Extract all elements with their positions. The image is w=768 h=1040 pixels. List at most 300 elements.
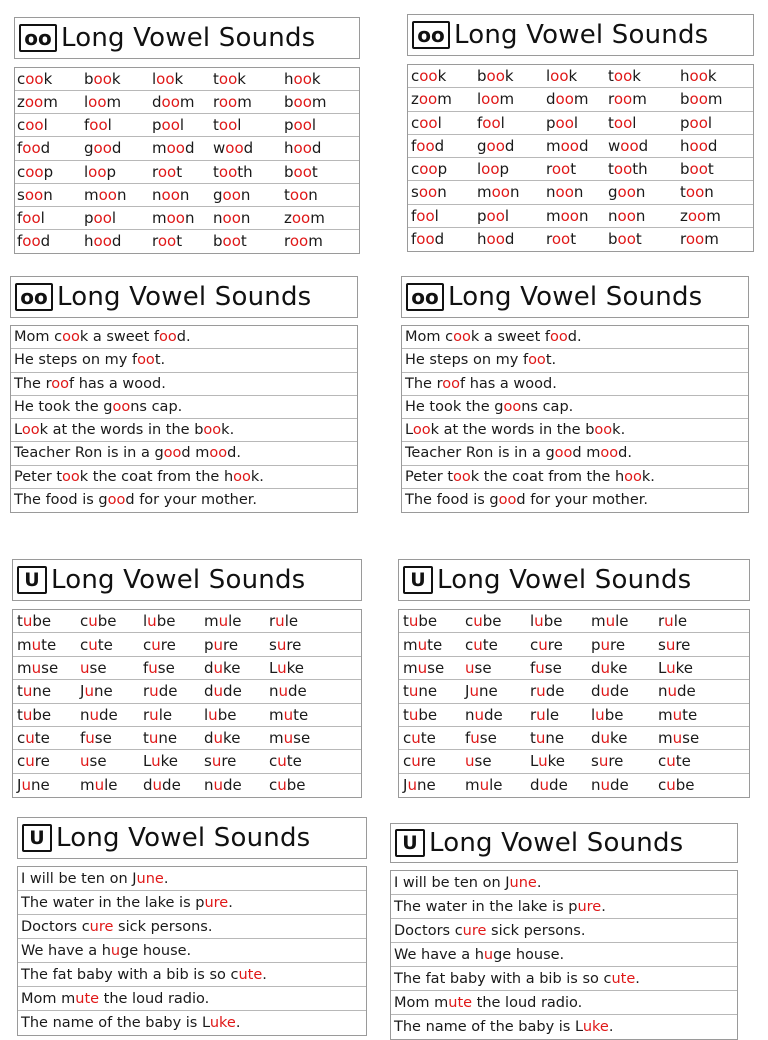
word-part: s bbox=[269, 635, 277, 654]
word-cell bbox=[80, 659, 107, 677]
vowel-highlight: u bbox=[213, 635, 224, 654]
word-part: se bbox=[427, 658, 445, 677]
word-cell bbox=[530, 729, 564, 747]
word-part: te bbox=[420, 729, 436, 748]
vowel-highlight: u bbox=[600, 776, 611, 795]
word-part: p bbox=[499, 160, 510, 179]
vowel-highlight: ure bbox=[577, 898, 602, 915]
vowel-highlight: u bbox=[408, 612, 419, 631]
card-title: Long Vowel Sounds bbox=[448, 282, 703, 312]
vowel-highlight: u bbox=[470, 729, 480, 748]
word-part: w bbox=[213, 139, 226, 158]
vowel-highlight: u bbox=[85, 729, 95, 748]
vowel-highlight: oo bbox=[594, 422, 613, 439]
word-part: p bbox=[477, 206, 487, 225]
sentence-list bbox=[390, 870, 738, 1040]
word-cell bbox=[84, 232, 121, 250]
vowel-highlight: ute bbox=[448, 994, 473, 1011]
sentence-part: Peter t bbox=[405, 468, 454, 485]
word-cell bbox=[17, 139, 50, 157]
word-part: te bbox=[293, 705, 309, 724]
word-part: m bbox=[310, 208, 325, 227]
word-cell bbox=[477, 183, 520, 201]
word-part: m bbox=[706, 206, 721, 225]
vowel-highlight: oo bbox=[222, 208, 241, 227]
word-part: g bbox=[84, 139, 94, 158]
vowel-highlight: oo bbox=[161, 185, 180, 204]
word-cell bbox=[658, 776, 695, 794]
word-part: t bbox=[213, 70, 219, 89]
vowel-highlight: oo bbox=[22, 232, 41, 251]
sentence-text bbox=[391, 995, 582, 1011]
vowel-highlight: oo bbox=[218, 70, 238, 89]
word-cell bbox=[17, 232, 50, 250]
word-cell bbox=[411, 137, 444, 155]
word-cell bbox=[546, 90, 589, 108]
sentence-text bbox=[11, 445, 241, 461]
vowel-highlight: oo bbox=[166, 139, 185, 158]
sentence-part: The water in the lake is p bbox=[394, 898, 578, 915]
word-part: m bbox=[269, 729, 284, 748]
word-cell bbox=[284, 163, 318, 181]
word-cell bbox=[658, 659, 693, 677]
word-part: c bbox=[17, 162, 26, 181]
sentence-part: We have a h bbox=[394, 946, 484, 963]
vowel-highlight: oo bbox=[22, 208, 41, 227]
word-part: re bbox=[420, 752, 436, 771]
sentence-text bbox=[391, 971, 640, 987]
word-part: d bbox=[40, 232, 51, 251]
word-row bbox=[408, 88, 753, 111]
word-cell bbox=[411, 67, 446, 85]
vowel-highlight: oo bbox=[554, 445, 573, 462]
word-part: ke bbox=[675, 658, 693, 677]
word-cell bbox=[465, 729, 497, 747]
word-part: g bbox=[213, 185, 223, 204]
word-part: n bbox=[578, 206, 589, 225]
vowel-highlight: oo bbox=[159, 329, 177, 346]
word-row bbox=[15, 207, 359, 230]
word-part: r bbox=[546, 230, 552, 249]
sentence-part: d. bbox=[567, 329, 582, 346]
vowel-highlight: oo bbox=[687, 206, 707, 225]
word-cell bbox=[680, 67, 717, 85]
vowel-highlight: u bbox=[665, 635, 676, 654]
word-part: de bbox=[677, 682, 696, 701]
word-part: m bbox=[546, 136, 561, 155]
sentence-text bbox=[18, 1015, 240, 1031]
word-part: m bbox=[437, 90, 452, 109]
word-part: h bbox=[680, 67, 690, 86]
word-part: J bbox=[17, 776, 22, 795]
word-cell bbox=[546, 207, 589, 225]
word-part: f bbox=[411, 230, 417, 249]
word-part: m bbox=[17, 635, 32, 654]
sentence-part: Mom m bbox=[21, 990, 76, 1007]
word-part: l bbox=[237, 116, 242, 135]
vowel-highlight: oo bbox=[617, 183, 636, 202]
word-part: b bbox=[680, 90, 690, 109]
word-part: h bbox=[477, 230, 487, 249]
sentence-part: I will be ten on J bbox=[21, 870, 137, 887]
vowel-highlight: oo bbox=[481, 90, 500, 109]
vowel-highlight: oo bbox=[62, 468, 80, 485]
word-cell bbox=[411, 183, 447, 201]
vowel-highlight: u bbox=[25, 752, 35, 771]
sentence-part: He steps on my f bbox=[14, 352, 138, 369]
word-cell bbox=[403, 636, 442, 654]
vowel-highlight: u bbox=[147, 612, 157, 631]
word-part: n bbox=[152, 185, 162, 204]
sentence-part: . bbox=[536, 874, 542, 891]
word-part: d bbox=[578, 136, 589, 155]
word-part: d bbox=[204, 658, 214, 677]
vowel-highlight: oo bbox=[620, 136, 639, 155]
word-cell bbox=[80, 752, 107, 770]
sentence-row bbox=[18, 1011, 366, 1035]
word-part: m bbox=[311, 93, 327, 112]
vowel-symbol-badge: U bbox=[22, 824, 52, 852]
word-cell bbox=[269, 636, 301, 654]
word-cell bbox=[658, 752, 691, 770]
vowel-highlight: oo bbox=[613, 67, 633, 86]
word-part: m bbox=[632, 90, 647, 109]
sentence-part: the loud radio. bbox=[99, 990, 210, 1007]
vowel-highlight: oo bbox=[163, 445, 182, 462]
word-part: k bbox=[43, 70, 53, 89]
vowel-highlight: oo bbox=[550, 67, 569, 86]
word-part: c bbox=[658, 752, 667, 771]
sentence-part: He steps on my f bbox=[405, 352, 529, 369]
vowel-highlight: oo bbox=[157, 232, 177, 251]
word-part: m bbox=[106, 93, 122, 112]
word-part: g bbox=[477, 136, 487, 155]
vowel-highlight: oo bbox=[613, 160, 633, 179]
sentence-part: k. bbox=[250, 468, 264, 485]
vowel-highlight: oo bbox=[218, 162, 238, 181]
vowel-highlight: u bbox=[600, 729, 611, 748]
vowel-highlight: oo bbox=[25, 116, 44, 135]
word-part: se bbox=[474, 658, 492, 677]
word-cell bbox=[17, 209, 45, 227]
word-part: be bbox=[97, 612, 117, 631]
word-part: m bbox=[152, 139, 167, 158]
word-cell bbox=[284, 209, 325, 227]
word-part: se bbox=[89, 752, 107, 771]
vowel-highlight: oo bbox=[166, 208, 185, 227]
vowel-highlight: oo bbox=[293, 70, 312, 89]
vowel-highlight: ute bbox=[611, 970, 636, 987]
sentence-part: k the coat from the h bbox=[79, 468, 234, 485]
vowel-highlight: u bbox=[80, 752, 90, 771]
word-cell bbox=[84, 186, 127, 204]
card-header bbox=[12, 559, 362, 601]
vowel-highlight: oo bbox=[24, 185, 44, 204]
word-part: le bbox=[158, 705, 173, 724]
vowel-highlight: uke bbox=[582, 1019, 609, 1035]
word-part: l bbox=[477, 160, 482, 179]
vowel-highlight: oo bbox=[112, 398, 131, 415]
word-part: l bbox=[43, 116, 48, 135]
vowel-highlight: u bbox=[275, 612, 285, 631]
sentence-part: t. bbox=[154, 352, 166, 369]
word-part: n bbox=[240, 208, 251, 227]
word-cell bbox=[17, 186, 53, 204]
vowel-highlight: une bbox=[509, 874, 537, 891]
sentence-part: . bbox=[608, 1019, 614, 1035]
word-part: n bbox=[465, 705, 475, 724]
sentence-part: The water in the lake is p bbox=[21, 894, 205, 911]
vowel-highlight: oo bbox=[613, 90, 633, 109]
word-part: f bbox=[477, 113, 483, 132]
word-part: l bbox=[311, 116, 317, 135]
vowel-highlight: oo bbox=[689, 160, 708, 179]
word-part: n bbox=[204, 776, 214, 795]
word-part: t bbox=[176, 162, 183, 181]
vowel-highlight: u bbox=[605, 612, 616, 631]
sentence-part: d. bbox=[227, 445, 241, 462]
vowel-highlight: oo bbox=[486, 136, 505, 155]
word-cell bbox=[84, 116, 112, 134]
word-part: d bbox=[504, 230, 515, 249]
word-part: L bbox=[530, 752, 539, 771]
word-part: m bbox=[477, 183, 492, 202]
vowel-highlight: u bbox=[80, 658, 90, 677]
word-part: te bbox=[427, 635, 443, 654]
sentence-row bbox=[402, 326, 748, 349]
word-row bbox=[408, 205, 753, 228]
word-row bbox=[15, 91, 359, 114]
vowel-highlight: u bbox=[149, 705, 159, 724]
word-part: m bbox=[403, 635, 418, 654]
word-part: ne bbox=[30, 776, 50, 795]
word-part: l bbox=[573, 113, 579, 132]
word-part: n bbox=[308, 185, 318, 204]
word-part: f bbox=[411, 206, 417, 225]
word-part: m bbox=[465, 776, 480, 795]
sentence-part: t. bbox=[545, 352, 557, 369]
vowel-highlight: u bbox=[21, 776, 31, 795]
vowel-highlight: oo bbox=[293, 116, 312, 135]
card-title: Long Vowel Sounds bbox=[61, 23, 316, 53]
vowel-highlight: u bbox=[110, 942, 121, 959]
word-cell bbox=[608, 207, 645, 225]
word-part: k bbox=[707, 67, 717, 86]
word-cell bbox=[204, 776, 242, 794]
word-cell bbox=[591, 636, 625, 654]
word-part: re bbox=[547, 635, 563, 654]
vowel-highlight: u bbox=[277, 752, 287, 771]
word-part: f bbox=[84, 116, 90, 135]
word-cell bbox=[204, 706, 236, 724]
vowel-highlight: u bbox=[213, 682, 224, 701]
vowel-highlight: oo bbox=[88, 93, 107, 112]
word-part: d bbox=[143, 776, 153, 795]
word-part: d bbox=[707, 136, 718, 155]
word-cell bbox=[17, 752, 50, 770]
word-part: se bbox=[544, 658, 562, 677]
word-cell bbox=[213, 232, 247, 250]
vowel-highlight: oo bbox=[617, 206, 636, 225]
word-part: de bbox=[223, 682, 242, 701]
word-table bbox=[14, 67, 360, 254]
word-part: l bbox=[707, 113, 713, 132]
sentence-part: We have a h bbox=[21, 942, 111, 959]
word-cell bbox=[17, 682, 51, 700]
word-cell bbox=[680, 207, 721, 225]
sentence-row bbox=[11, 326, 357, 349]
vowel-highlight: u bbox=[666, 752, 676, 771]
vowel-highlight: u bbox=[88, 612, 98, 631]
sentence-list bbox=[17, 866, 367, 1036]
word-cell bbox=[152, 163, 182, 181]
word-part: n bbox=[546, 183, 556, 202]
sentence-row bbox=[391, 967, 737, 991]
sentence-row bbox=[391, 919, 737, 943]
vowel-highlight: oo bbox=[51, 375, 69, 392]
sentence-text bbox=[402, 492, 648, 508]
word-part: se bbox=[157, 658, 175, 677]
word-part: n bbox=[240, 185, 251, 204]
word-part: t bbox=[570, 230, 577, 249]
sentence-row bbox=[11, 396, 357, 419]
sentence-row bbox=[402, 419, 748, 442]
word-part: d bbox=[243, 139, 254, 158]
sentence-text bbox=[18, 967, 267, 983]
word-part: t bbox=[530, 729, 536, 748]
vowel-highlight: oo bbox=[222, 185, 241, 204]
word-cell bbox=[84, 70, 121, 88]
word-part: r bbox=[143, 682, 150, 701]
word-cell bbox=[591, 706, 623, 724]
word-cell bbox=[465, 776, 503, 794]
vowel-highlight: oo bbox=[613, 113, 633, 132]
word-row bbox=[408, 181, 753, 204]
word-cell bbox=[530, 612, 562, 630]
sentence-part: f has a wood. bbox=[459, 375, 557, 392]
word-part: c bbox=[411, 67, 420, 86]
word-part: l bbox=[434, 206, 439, 225]
word-part: n bbox=[608, 206, 618, 225]
vowel-symbol-badge: U bbox=[17, 566, 47, 594]
vowel-highlight: u bbox=[534, 612, 544, 631]
vowel-highlight: oo bbox=[89, 116, 108, 135]
word-part: be bbox=[32, 705, 52, 724]
sentence-row bbox=[391, 895, 737, 919]
vowel-highlight: oo bbox=[685, 230, 705, 249]
word-part: c bbox=[17, 70, 26, 89]
sentence-part: He took the g bbox=[405, 398, 504, 415]
sentence-row bbox=[11, 466, 357, 489]
vowel-highlight: oo bbox=[93, 139, 112, 158]
word-cell bbox=[84, 139, 121, 157]
sentence-part: Mom c bbox=[14, 329, 63, 346]
word-part: l bbox=[143, 612, 148, 631]
sentence-row bbox=[11, 373, 357, 396]
word-cell bbox=[530, 682, 564, 700]
sentence-part: The r bbox=[405, 375, 443, 392]
vowel-highlight: u bbox=[89, 705, 100, 724]
vowel-highlight: u bbox=[473, 635, 483, 654]
word-cell bbox=[143, 729, 177, 747]
vowel-highlight: u bbox=[672, 705, 683, 724]
vowel-highlight: u bbox=[536, 682, 546, 701]
vowel-highlight: oo bbox=[486, 206, 505, 225]
word-cell bbox=[658, 729, 699, 747]
word-part: l bbox=[591, 705, 596, 724]
word-part: t bbox=[17, 682, 23, 701]
word-part: de bbox=[223, 776, 242, 795]
card-header bbox=[17, 817, 367, 859]
word-part: d bbox=[434, 136, 445, 155]
word-cell bbox=[546, 160, 576, 178]
word-part: th bbox=[237, 162, 253, 181]
word-part: f bbox=[80, 729, 86, 748]
word-row bbox=[399, 727, 749, 750]
word-part: L bbox=[658, 658, 667, 677]
word-part: ne bbox=[158, 729, 178, 748]
vowel-highlight: oo bbox=[416, 136, 435, 155]
word-part: c bbox=[411, 113, 420, 132]
word-part: p bbox=[680, 113, 690, 132]
word-part: ne bbox=[418, 682, 438, 701]
word-part: d bbox=[591, 682, 601, 701]
sentence-part: k. bbox=[641, 468, 655, 485]
sentence-text bbox=[18, 895, 233, 911]
vowel-highlight: une bbox=[136, 870, 164, 887]
word-part: p bbox=[437, 160, 448, 179]
word-part: f bbox=[17, 232, 23, 251]
vowel-highlight: u bbox=[465, 752, 475, 771]
word-row bbox=[408, 135, 753, 158]
word-part: t bbox=[17, 612, 23, 631]
sentence-part: k. bbox=[612, 422, 626, 439]
word-part: n bbox=[80, 705, 90, 724]
word-part: n bbox=[591, 776, 601, 795]
word-part: se bbox=[41, 658, 59, 677]
vowel-highlight: u bbox=[151, 752, 161, 771]
word-cell bbox=[213, 139, 253, 157]
sentence-part: The fat baby with a bib is so c bbox=[21, 966, 239, 983]
vowel-highlight: oo bbox=[21, 422, 40, 439]
word-part: th bbox=[632, 160, 648, 179]
word-cell bbox=[608, 160, 648, 178]
word-part: c bbox=[269, 776, 278, 795]
word-part: m bbox=[84, 185, 99, 204]
word-part: f bbox=[17, 208, 23, 227]
word-part: l bbox=[546, 67, 551, 86]
word-cell bbox=[403, 682, 437, 700]
word-cell bbox=[213, 93, 252, 111]
vowel-highlight: u bbox=[22, 705, 33, 724]
word-part: r bbox=[608, 90, 614, 109]
sentence-row bbox=[402, 373, 748, 396]
vowel-highlight: u bbox=[600, 682, 611, 701]
vowel-highlight: oo bbox=[161, 93, 180, 112]
word-cell bbox=[477, 67, 514, 85]
word-part: r bbox=[284, 232, 290, 251]
word-part: c bbox=[465, 612, 474, 631]
word-row bbox=[13, 610, 361, 633]
word-cell bbox=[465, 752, 492, 770]
word-part: h bbox=[284, 70, 294, 89]
vowel-highlight: u bbox=[538, 635, 548, 654]
word-part: re bbox=[675, 635, 691, 654]
word-part: le bbox=[228, 612, 242, 631]
sentence-part: k at the words in the b bbox=[430, 422, 595, 439]
sentence-text bbox=[11, 329, 191, 345]
sentence-row bbox=[391, 1015, 737, 1039]
